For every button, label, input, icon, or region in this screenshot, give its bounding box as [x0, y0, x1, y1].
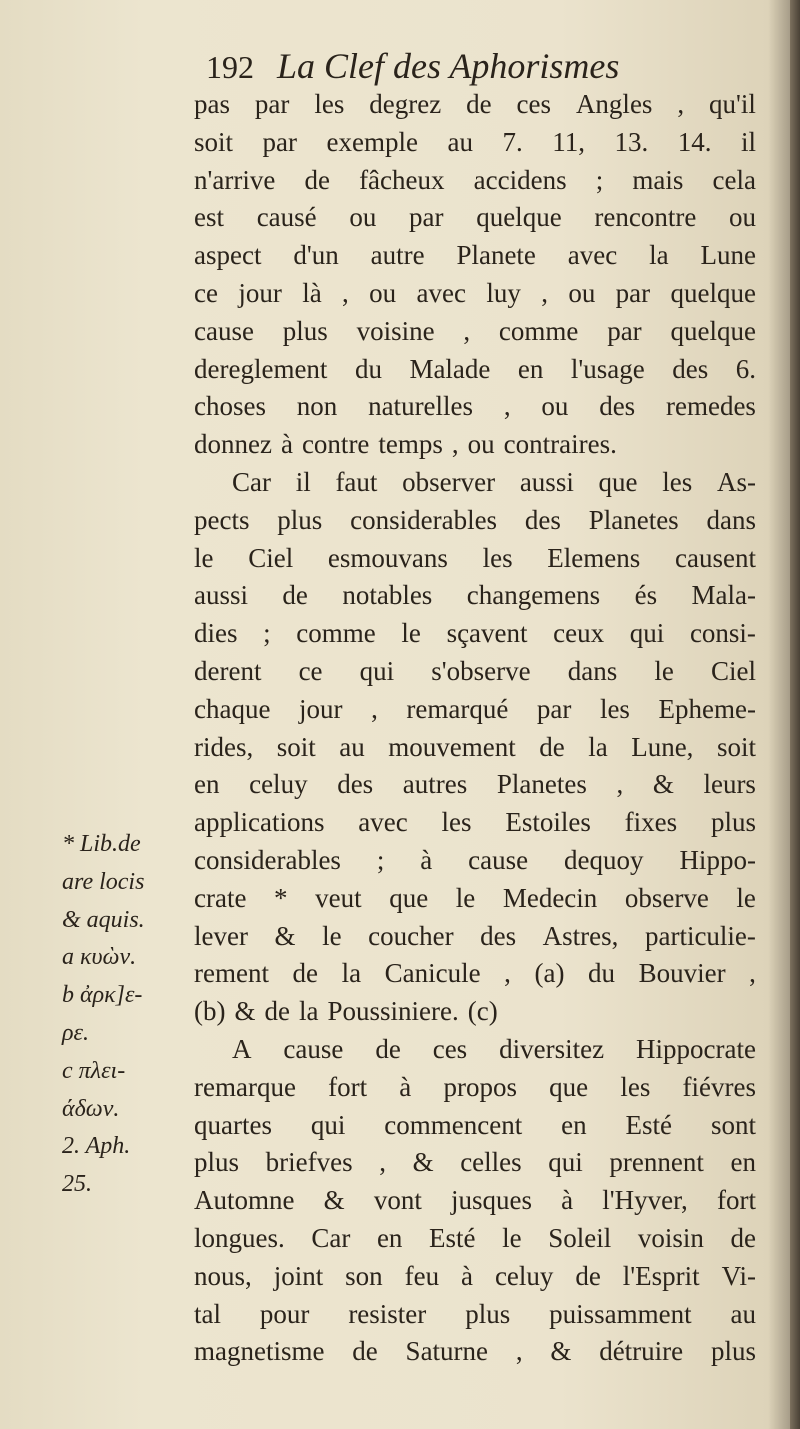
text-line: A cause de ces diversitez Hippocrate	[232, 1033, 756, 1064]
text-line: rement de la Canicule , (a) du Bouvier ,	[194, 958, 756, 989]
text-line: rides, soit au mouvement de la Lune, soit	[194, 731, 756, 762]
margin-note-line: a κυὼν.	[62, 944, 137, 971]
text-line: en celuy des autres Planetes , & leurs	[194, 769, 756, 800]
margin-note-line: ρε.	[62, 1019, 89, 1046]
text-line: choses non naturelles , ou des remedes	[194, 391, 756, 422]
text-line: aussi de notables changemens és Mala-	[194, 580, 756, 611]
text-line: n'arrive de fâcheux accidens ; mais cela	[194, 164, 756, 195]
text-line: nous, joint son feu à celuy de l'Esprit Vi-	[194, 1260, 756, 1291]
margin-note-line: are locis	[62, 868, 145, 895]
text-line: dies ; comme le sçavent ceux qui consi-	[194, 618, 756, 649]
page-number: 192	[206, 49, 254, 85]
margin-note-line: c πλει-	[62, 1057, 126, 1084]
text-line: derent ce qui s'observe dans le Ciel	[194, 655, 756, 686]
text-line: est causé ou par quelque rencontre ou	[194, 202, 756, 233]
text-line: magnetisme de Saturne , & détruire plus	[194, 1336, 756, 1367]
text-line: Car il faut observer aussi que les As-	[232, 466, 756, 497]
margin-note-line: 25.	[62, 1171, 92, 1198]
text-line: cause plus voisine , comme par quelque	[194, 315, 756, 346]
text-line: tal pour resister plus puissamment au	[194, 1298, 756, 1329]
text-line: crate * veut que le Medecin observe le	[194, 882, 756, 913]
text-line: pects plus considerables des Planetes dans	[194, 504, 756, 535]
margin-notes	[62, 826, 186, 1204]
text-line: chaque jour , remarqué par les Epheme-	[194, 693, 756, 724]
margin-note-line: * Lib.de	[62, 831, 141, 857]
text-line: lever & le coucher des Astres, particulie-	[194, 920, 756, 951]
text-line: applications avec les Estoiles fixes plus	[194, 807, 756, 838]
body-text	[194, 86, 756, 1371]
running-header	[206, 44, 619, 88]
text-line: pas par les degrez de ces Angles , qu'il	[194, 89, 756, 119]
margin-note-line: & aquis.	[62, 906, 145, 933]
text-line: le Ciel esmouvans les Elemens causent	[194, 542, 756, 573]
text-line: ce jour là , ou avec luy , ou par quelque	[194, 277, 756, 308]
text-line: quartes qui commencent en Esté sont	[194, 1109, 756, 1140]
margin-note-line: b ἀρκ]ε-	[62, 982, 143, 1009]
text-line: longues. Car en Esté le Soleil voisin de	[194, 1222, 756, 1253]
text-line: considerables ; à cause dequoy Hippo-	[194, 844, 756, 875]
text-line: aspect d'un autre Planete avec la Lune	[194, 240, 756, 271]
text-line: Automne & vont jusques à l'Hyver, fort	[194, 1185, 756, 1216]
page-edge	[790, 0, 800, 1429]
text-line: remarque fort à propos que les fiévres	[194, 1071, 756, 1102]
text-line: soit par exemple au 7. 11, 13. 14. il	[194, 126, 756, 157]
text-line: dereglement du Malade en l'usage des 6.	[194, 353, 756, 384]
text-line: (b) & de la Poussiniere. (c)	[194, 996, 498, 1027]
text-line: donnez à contre temps , ou contraires.	[194, 429, 617, 460]
text-line: plus briefves , & celles qui prennent en	[194, 1147, 756, 1178]
margin-note-line: 2. Aph.	[62, 1133, 131, 1160]
margin-note-line: άδων.	[62, 1095, 120, 1122]
running-title: La Clef des Aphorismes	[277, 46, 620, 86]
